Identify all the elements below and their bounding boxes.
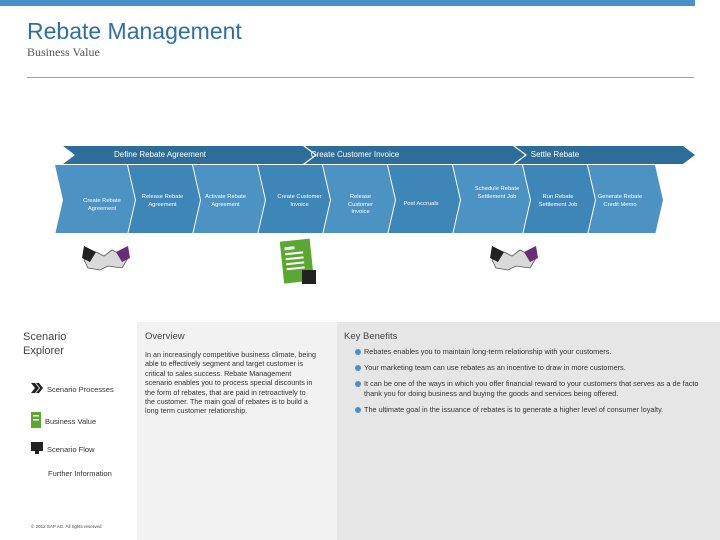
step-release-rebate-agreement[interactable]: Release Rebate Agreement: [141, 194, 184, 208]
nav-scenario-flow-label: Scenario Flow: [47, 444, 95, 454]
benefit-item: [355, 379, 700, 397]
bullet-dot-icon: [355, 365, 361, 371]
step-release-customer-invoice[interactable]: Release Customer Invoice: [347, 194, 374, 215]
nav-business-value[interactable]: [31, 412, 96, 430]
key-benefits-list: [355, 347, 700, 421]
step-schedule-settlement-job[interactable]: Schedule Rebate Settlement Job: [474, 186, 520, 200]
nav-scenario-flow[interactable]: [31, 442, 95, 456]
phase-label-define: Define Rebate Agreement: [113, 150, 207, 159]
nav-further-information-label: Further Information: [48, 469, 112, 478]
double-chevron-icon: [31, 383, 43, 395]
benefit-item: [355, 405, 700, 414]
key-benefits-heading: Key Benefits: [344, 331, 398, 342]
benefit-text: Your marketing team can use rebates as an incentive to draw in more customers.: [364, 363, 626, 373]
handshake-icon: [82, 242, 130, 272]
nav-further-information[interactable]: [48, 469, 112, 478]
step-create-rebate-agreement[interactable]: Create Rebate Agreement: [83, 198, 121, 212]
step-create-customer-invoice[interactable]: Create Customer Invoice: [277, 194, 322, 208]
benefit-item: [355, 347, 700, 356]
step-run-settlement-job[interactable]: Run Rebate Settlement Job: [538, 194, 578, 208]
benefit-item: [355, 363, 700, 372]
invoice-document-icon: [278, 238, 318, 286]
benefit-text: Rebates enables you to maintain long-term relationship with your customers.: [364, 347, 612, 356]
copyright-text: © 2012 SAP AG. All rights reserved: [31, 524, 102, 529]
phase-label-invoice: Create Customer Invoice: [310, 150, 400, 159]
scenario-explorer-title: Scenario Explorer: [23, 331, 67, 357]
phase-label-settle: Settle Rebate: [530, 150, 580, 159]
bullet-dot-icon: [355, 407, 361, 413]
benefit-text: The ultimate goal in the issuance of rebates is to generate a higher level of consumer loyalty.: [364, 404, 664, 414]
page-subtitle: Business Value: [27, 45, 100, 59]
monitor-icon: [31, 442, 43, 456]
benefit-text: It can be one of the ways in which you offer financial reward to your customers that serves as a de facto thank you for doing business and buying the goods and services being offered.: [364, 379, 699, 398]
bullet-dot-icon: [355, 381, 361, 387]
handshake-icon: [490, 242, 538, 272]
overview-heading: Overview: [145, 331, 185, 342]
step-generate-credit-memo[interactable]: Generate Rebate Credit Memo: [597, 194, 643, 208]
page-title: Rebate Management: [27, 18, 242, 44]
header-divider: [27, 77, 694, 78]
overview-text: In an increasingly competitive business climate, being able to effectively segment and target customer is critical to sales success. Rebate Management scenario enables you to process special discounts in the form of rebates, that are paid in retroactively to the customer. The main goal of rebates is to build a long term customer relationship.: [145, 350, 316, 416]
bullet-dot-icon: [355, 349, 361, 355]
top-accent-bar: [0, 0, 695, 6]
nav-scenario-processes-label: Scenario Processes: [47, 384, 114, 394]
step-post-accruals[interactable]: Post Accruals: [403, 201, 439, 207]
step-activate-rebate-agreement[interactable]: Activate Rebate Agreement: [205, 194, 246, 208]
step-chevron-6: [388, 165, 460, 233]
nav-business-value-label: Business Value: [45, 416, 97, 426]
nav-scenario-processes[interactable]: [31, 383, 114, 395]
green-document-icon: [31, 412, 41, 430]
